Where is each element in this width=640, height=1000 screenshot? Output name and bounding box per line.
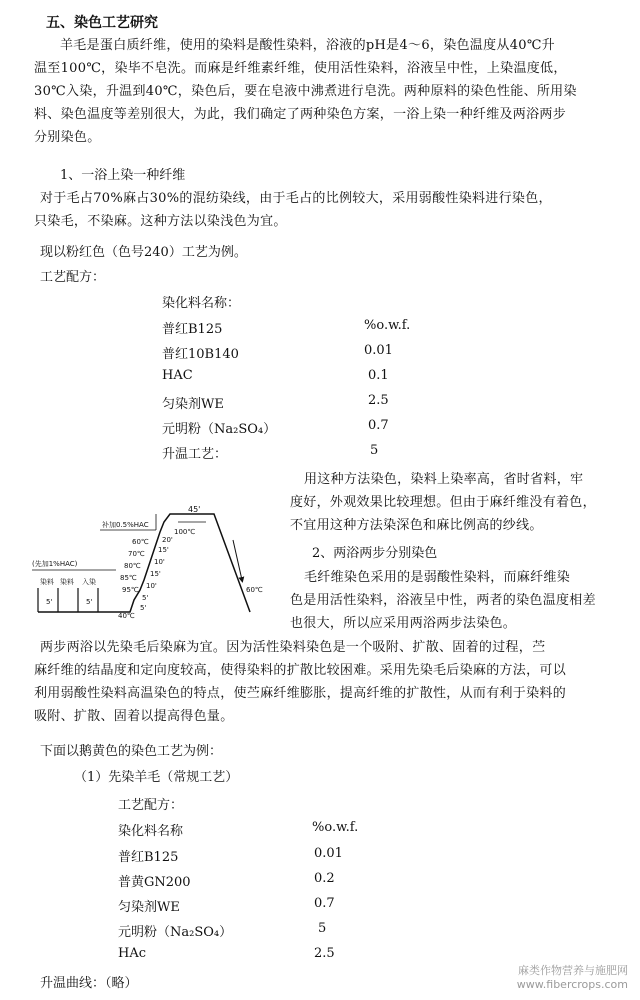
recipe1-name: 普红10B140 — [162, 347, 239, 362]
method1-formula-label: 工艺配方： — [40, 270, 106, 285]
step-time: 5' — [142, 594, 149, 602]
recipe2-name: 元明粉（Na₂SO₄） — [118, 925, 233, 940]
label-enter: 入染 — [82, 578, 96, 586]
recipe2-value: 5 — [318, 921, 327, 936]
label-100: 100℃ — [174, 528, 196, 536]
intro-line: 羊毛是蛋白质纤维，使用的染料是酸性染料，浴液的pH是4～6，染色温度从40℃升 — [60, 38, 555, 53]
method2-line: 利用弱酸性染料高温染色的特点，使苎麻纤维膨胀，提高纤维的扩散性，从而有利于染料的 — [34, 686, 567, 701]
method2-line: 麻纤维的结晶度和定向度较高，使得染料的扩散比较困难。采用先染毛后染麻的方法，可以 — [34, 663, 567, 678]
step-time: 15' — [150, 570, 161, 578]
recipe1-name: HAC — [162, 368, 193, 383]
method2-side-line: 毛纤维染色采用的是弱酸性染料，而麻纤维染 — [304, 570, 571, 585]
watermark-line1: 麻类作物营养与施肥网 — [518, 964, 628, 977]
label-hac-top: 补加0.5%HAC — [102, 521, 149, 529]
method2-paragraph — [34, 636, 614, 728]
recipe1-name: 升温工艺： — [162, 447, 228, 462]
method2-curve-label: 升温曲线：（略） — [40, 976, 138, 991]
method1-evaluation — [290, 468, 596, 537]
temp-label: 85℃ — [120, 574, 137, 582]
temp-label: 80℃ — [124, 562, 141, 570]
recipe2-name: 普黄GN200 — [118, 875, 191, 890]
method2-side-paragraph — [290, 566, 596, 635]
temp-label: 60℃ — [132, 538, 149, 546]
evaluation-line: 用这种方法染色，染料上染率高，省时省料，牢 — [304, 472, 584, 487]
recipe1-value: 0.01 — [364, 343, 393, 358]
step-time: 10' — [154, 558, 165, 566]
method2-example: 下面以鹅黄色的染色工艺为例： — [40, 744, 223, 759]
label-hac-left: (先加1%HAC) — [32, 560, 78, 568]
recipe2-value: 2.5 — [314, 946, 335, 961]
intro-line: 温至100℃，染毕不皂洗。而麻是纤维素纤维，使用活性染料，浴液呈中性，上染温度低， — [34, 61, 567, 76]
method2-step1: （1）先染羊毛（常规工艺） — [74, 770, 239, 785]
label-material: 染料 — [60, 578, 74, 586]
step-time: 20' — [162, 536, 173, 544]
label-hold-time: 45' — [188, 505, 201, 514]
dyeing-temperature-diagram — [28, 500, 288, 620]
method1-line: 对于毛占70%麻占30%的混纺染线，由于毛占的比例较大，采用弱酸性染料进行染色， — [40, 191, 552, 206]
recipe1-value: 0.1 — [368, 368, 389, 383]
recipe1-value: 0.7 — [368, 418, 389, 433]
recipe2-name: 普红B125 — [118, 850, 179, 865]
recipe1-value: 5 — [370, 443, 379, 458]
step-time: 10' — [146, 582, 157, 590]
method2-side-line: 也很大，所以应采用两浴两步法染色。 — [290, 616, 517, 631]
recipe1-name: 普红B125 — [162, 322, 223, 337]
recipe2-header: 染化料名称 — [118, 824, 184, 839]
label-dye: 染料 — [40, 578, 54, 586]
method2-heading: 2、两浴两步分别染色 — [312, 546, 438, 561]
intro-line: 分别染色。 — [34, 130, 101, 145]
method1-line: 只染毛，不染麻。这种方法以染浅色为宜。 — [34, 214, 287, 229]
intro-line: 30℃入染，升温到40℃，染色后，要在皂液中沸煮进行皂洗。两种原料的染色性能、所用染 — [34, 84, 577, 99]
method1-example: 现以粉红色（色号240）工艺为例。 — [40, 245, 247, 260]
section-title: 五、染色工艺研究 — [46, 15, 158, 31]
recipe2-name: 匀染剂WE — [118, 900, 180, 915]
label-40: 40℃ — [118, 612, 135, 620]
step-time: 15' — [158, 546, 169, 554]
label-5: 5' — [46, 598, 53, 606]
step-time: 5' — [140, 604, 147, 612]
label-60: 60℃ — [246, 586, 263, 594]
recipe1-header: 染化料名称： — [162, 296, 241, 311]
recipe2-value: 0.01 — [314, 846, 343, 861]
method1-paragraph — [34, 187, 614, 233]
intro-paragraph — [34, 34, 614, 149]
recipe2-header-unit: %o.w.f. — [312, 820, 359, 835]
recipe2-value: 0.2 — [314, 871, 335, 886]
method2-side-line: 色是用活性染料，浴液呈中性，两者的染色温度相差 — [290, 593, 596, 608]
recipe1-name: 元明粉（Na₂SO₄） — [162, 422, 277, 437]
evaluation-line: 度好，外观效果比较理想。但由于麻纤维没有着色， — [290, 495, 596, 510]
recipe1-value: 2.5 — [368, 393, 389, 408]
method1-heading: 1、一浴上染一种纤维 — [60, 168, 186, 183]
recipe2-value: 0.7 — [314, 896, 335, 911]
method2-formula-label: 工艺配方： — [118, 798, 184, 813]
temp-label: 70℃ — [128, 550, 145, 558]
evaluation-line: 不宜用这种方法染深色和麻比例高的纱线。 — [290, 518, 543, 533]
recipe1-value: %o.w.f. — [364, 318, 411, 333]
temp-label: 95℃ — [122, 586, 139, 594]
recipe1-name: 匀染剂WE — [162, 397, 224, 412]
watermark-line2: www.fibercrops.com — [516, 978, 628, 991]
label-5b: 5' — [86, 598, 93, 606]
intro-line: 料、染色温度等差别很大，为此，我们确定了两种染色方案，一浴上染一种纤维及两浴两步 — [34, 107, 567, 122]
recipe2-name: HAc — [118, 946, 147, 961]
method2-line: 吸附、扩散、固着以提高得色量。 — [34, 709, 234, 724]
method2-line: 两步两浴以先染毛后染麻为宜。因为活性染料染色是一个吸附、扩散、固着的过程，苎 — [40, 640, 546, 655]
